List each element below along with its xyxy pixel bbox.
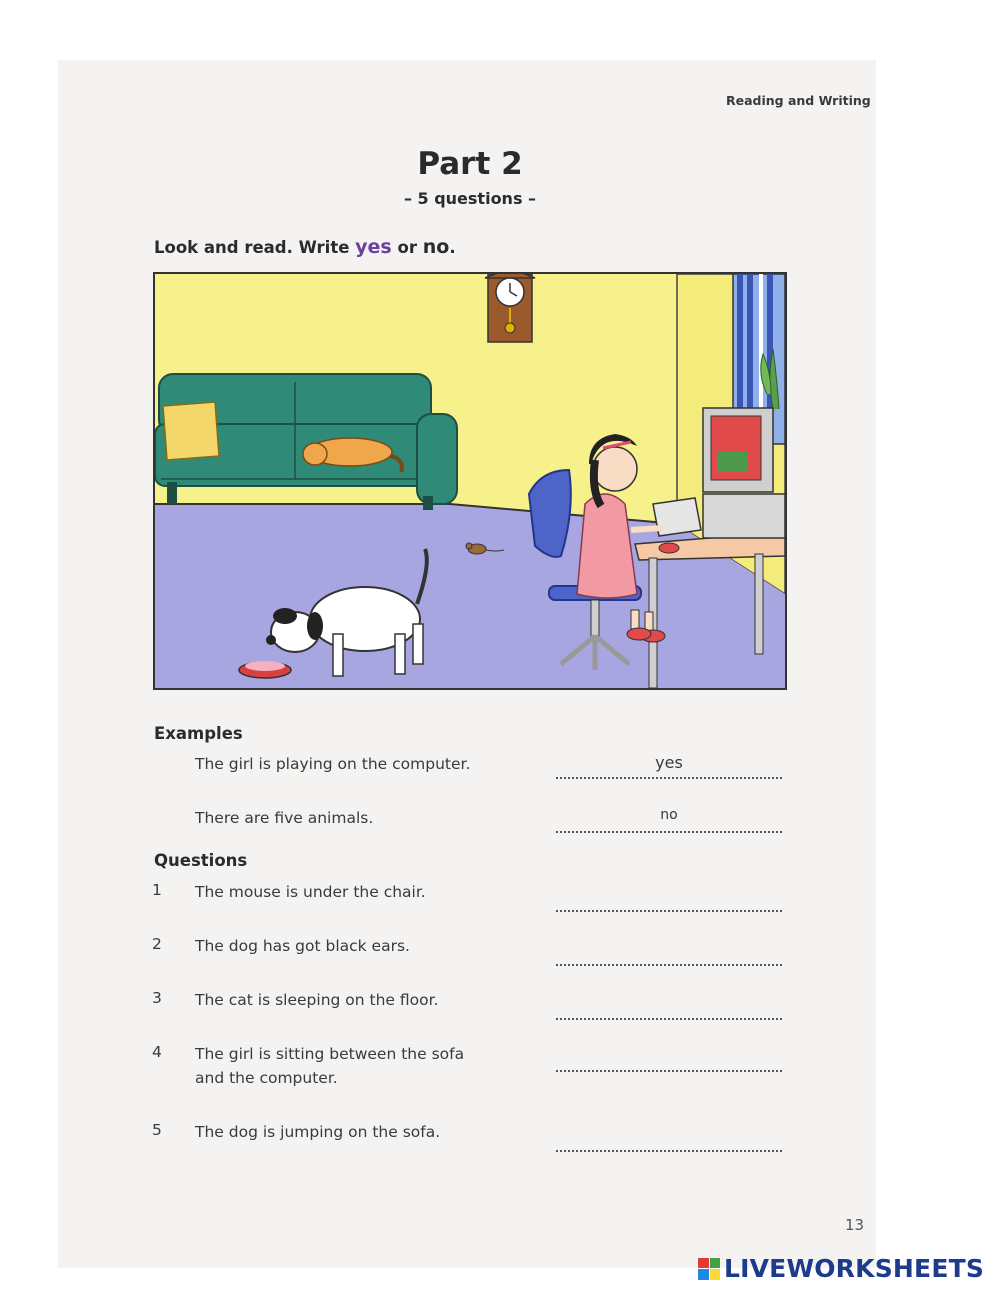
section-header: Reading and Writing xyxy=(726,93,871,108)
example-1-answer: yes xyxy=(655,753,683,772)
example-2-text: There are five animals. xyxy=(195,809,374,827)
question-3-answer-field[interactable] xyxy=(556,1018,782,1020)
liveworksheets-brand xyxy=(698,1254,984,1283)
example-2-answer-line xyxy=(556,831,782,833)
instruction xyxy=(154,236,456,258)
question-2-text: The dog has got black ears. xyxy=(195,937,410,955)
question-2-number: 2 xyxy=(152,935,162,953)
example-2-answer: no xyxy=(660,807,678,823)
question-3-text: The cat is sleeping on the floor. xyxy=(195,991,439,1009)
clock xyxy=(485,274,535,342)
question-4-text-line1: The girl is sitting between the sofa xyxy=(195,1045,465,1063)
questions-label: Questions xyxy=(154,851,248,870)
question-4-answer-field[interactable] xyxy=(556,1070,782,1072)
instruction-or-word: or xyxy=(391,238,423,257)
liveworksheets-wordmark: LIVEWORKSHEETS xyxy=(724,1254,985,1283)
question-2-answer-field[interactable] xyxy=(556,964,782,966)
instruction-no-word: no xyxy=(422,236,450,258)
part-subtitle: – 5 questions – xyxy=(403,189,537,208)
example-1-answer-line xyxy=(556,777,782,779)
question-5-answer-field[interactable] xyxy=(556,1150,782,1152)
part-title: Part 2 xyxy=(417,146,523,182)
question-4-number: 4 xyxy=(152,1043,162,1061)
question-1-text: The mouse is under the chair. xyxy=(195,883,426,901)
question-3-number: 3 xyxy=(152,989,162,1007)
examples-label: Examples xyxy=(154,724,243,743)
instruction-yes-word: yes xyxy=(355,236,392,258)
question-4-text-line2: and the computer. xyxy=(195,1069,338,1087)
instruction-suffix: . xyxy=(449,238,456,257)
page-number: 13 xyxy=(845,1216,865,1234)
question-5-text: The dog is jumping on the sofa. xyxy=(195,1123,441,1141)
liveworksheets-logo-icon xyxy=(698,1258,720,1280)
living-room-illustration xyxy=(153,272,787,690)
question-1-number: 1 xyxy=(152,881,162,899)
question-5-number: 5 xyxy=(152,1121,162,1139)
example-1-text: The girl is playing on the computer. xyxy=(195,755,471,773)
instruction-prefix: Look and read. Write xyxy=(154,238,356,257)
question-1-answer-field[interactable] xyxy=(556,910,782,912)
